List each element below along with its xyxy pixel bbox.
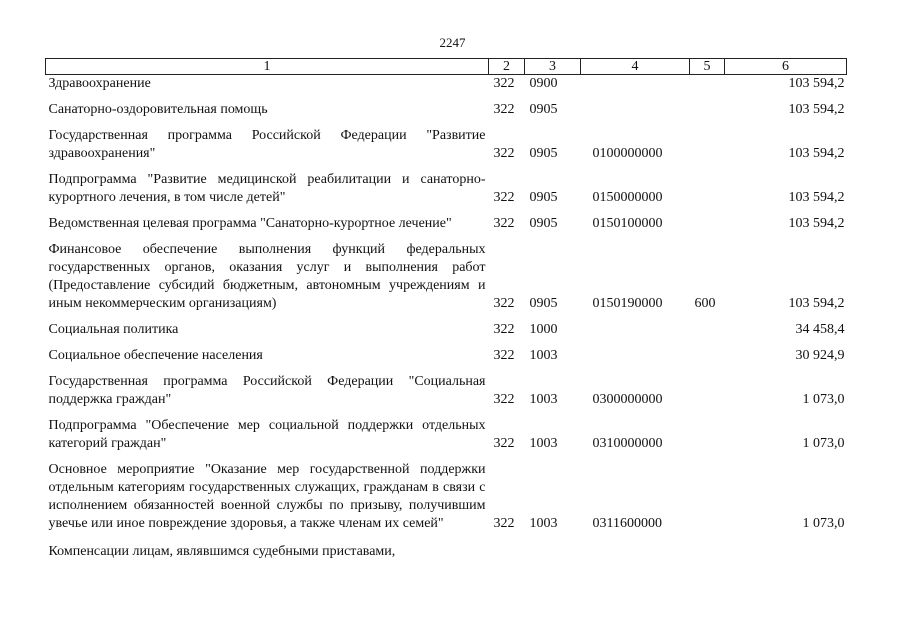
row-code-4 [581, 541, 690, 561]
row-name: Социальная политика [48, 322, 179, 337]
table-row [46, 101, 847, 127]
table-row [46, 541, 847, 561]
row-code-3: 1003 [529, 436, 558, 451]
budget-table [45, 58, 847, 561]
row-code-5: 600 [694, 296, 716, 311]
table-row [46, 461, 847, 541]
row-amount: 1 073,0 [802, 392, 845, 407]
row-code-5 [690, 101, 725, 127]
row-code-5 [690, 321, 725, 347]
row-code-5 [690, 75, 725, 102]
row-code-2: 322 [493, 516, 515, 531]
table-row [46, 171, 847, 215]
row-code-3 [525, 541, 581, 561]
row-code-3: 0900 [529, 76, 558, 91]
row-code-4 [581, 347, 690, 373]
row-code-5 [690, 347, 725, 373]
row-name: Финансовое обеспечение выполнения функций федеральных государственных органов, оказания услуг и выполнения работ (Предоставление субсидий бюджетным, автономным учреждениям и иным некоммерческим организациям) [48, 242, 486, 311]
table-row [46, 373, 847, 417]
row-code-3: 0905 [529, 296, 558, 311]
row-code-2: 322 [493, 76, 515, 91]
row-code-5 [690, 373, 725, 417]
row-code-3: 0905 [529, 146, 558, 161]
row-amount: 103 594,2 [788, 216, 845, 231]
row-name: Подпрограмма "Развитие медицинской реабилитации и санаторно-курортного лечения, в том числе детей" [48, 172, 486, 205]
table-row [46, 215, 847, 241]
row-code-5 [690, 461, 725, 541]
row-name: Государственная программа Российской Федерации "Развитие здравоохранения" [48, 128, 486, 161]
table-header-row [46, 59, 847, 75]
row-amount [725, 541, 847, 561]
column-header-3: 3 [525, 59, 581, 75]
row-code-2: 322 [493, 322, 515, 337]
row-code-4: 0150190000 [592, 296, 663, 311]
row-amount: 103 594,2 [788, 76, 845, 91]
table-row [46, 241, 847, 321]
row-amount: 103 594,2 [788, 146, 845, 161]
row-amount: 1 073,0 [802, 436, 845, 451]
row-code-3: 1003 [529, 392, 558, 407]
row-code-3: 1000 [529, 322, 558, 337]
row-code-3: 0905 [529, 216, 558, 231]
row-code-5 [690, 127, 725, 171]
row-code-4: 0100000000 [592, 146, 663, 161]
row-amount: 103 594,2 [788, 296, 845, 311]
row-name: Государственная программа Российской Федерации "Социальная поддержка граждан" [48, 374, 486, 407]
row-amount: 1 073,0 [802, 516, 845, 531]
row-name: Основное мероприятие "Оказание мер государственной поддержки отдельным категориям государственных служащих, гражданам в связи с исполнением обязанностей военной службы по призыву, получившим увечье или иное повреждение здоровья, а также членам их семей" [48, 462, 486, 531]
row-code-3: 1003 [529, 348, 558, 363]
column-header-6: 6 [725, 59, 847, 75]
row-code-4: 0300000000 [592, 392, 663, 407]
row-code-2: 322 [493, 348, 515, 363]
row-amount: 34 458,4 [795, 322, 845, 337]
row-code-4 [581, 101, 690, 127]
page-number: 2247 [439, 35, 466, 50]
row-name: Санаторно-оздоровительная помощь [48, 102, 268, 117]
row-code-4 [581, 321, 690, 347]
column-header-5: 5 [690, 59, 725, 75]
row-code-3: 0905 [529, 190, 558, 205]
row-name: Социальное обеспечение населения [48, 348, 263, 363]
row-code-5 [690, 171, 725, 215]
row-name: Компенсации лицам, являвшимся судебными приставами, [48, 544, 396, 559]
row-code-2: 322 [493, 296, 515, 311]
row-code-4: 0150000000 [592, 190, 663, 205]
row-code-5 [690, 417, 725, 461]
row-amount: 103 594,2 [788, 102, 845, 117]
row-amount: 103 594,2 [788, 190, 845, 205]
column-header-4: 4 [581, 59, 690, 75]
row-code-3: 1003 [529, 516, 558, 531]
row-code-2: 322 [493, 436, 515, 451]
column-header-1: 1 [46, 59, 489, 75]
row-code-5 [690, 541, 725, 561]
row-code-4: 0310000000 [592, 436, 663, 451]
row-code-2: 322 [493, 216, 515, 231]
row-name: Подпрограмма "Обеспечение мер социальной поддержки отдельных категорий граждан" [48, 418, 486, 451]
table-row [46, 127, 847, 171]
row-code-2: 322 [493, 392, 515, 407]
row-code-5 [690, 215, 725, 241]
row-amount: 30 924,9 [795, 348, 845, 363]
row-name: Ведомственная целевая программа "Санаторно-курортное лечение" [48, 216, 452, 231]
row-code-2: 322 [493, 146, 515, 161]
row-code-2 [489, 541, 525, 561]
table-row [46, 75, 847, 102]
table-row [46, 321, 847, 347]
row-code-2: 322 [493, 190, 515, 205]
row-name: Здравоохранение [48, 76, 151, 91]
row-code-4: 0150100000 [592, 216, 663, 231]
row-code-3: 0905 [529, 102, 558, 117]
row-code-4: 0311600000 [592, 516, 662, 531]
row-code-4 [581, 75, 690, 102]
row-code-2: 322 [493, 102, 515, 117]
table-row [46, 417, 847, 461]
table-row [46, 347, 847, 373]
column-header-2: 2 [489, 59, 525, 75]
